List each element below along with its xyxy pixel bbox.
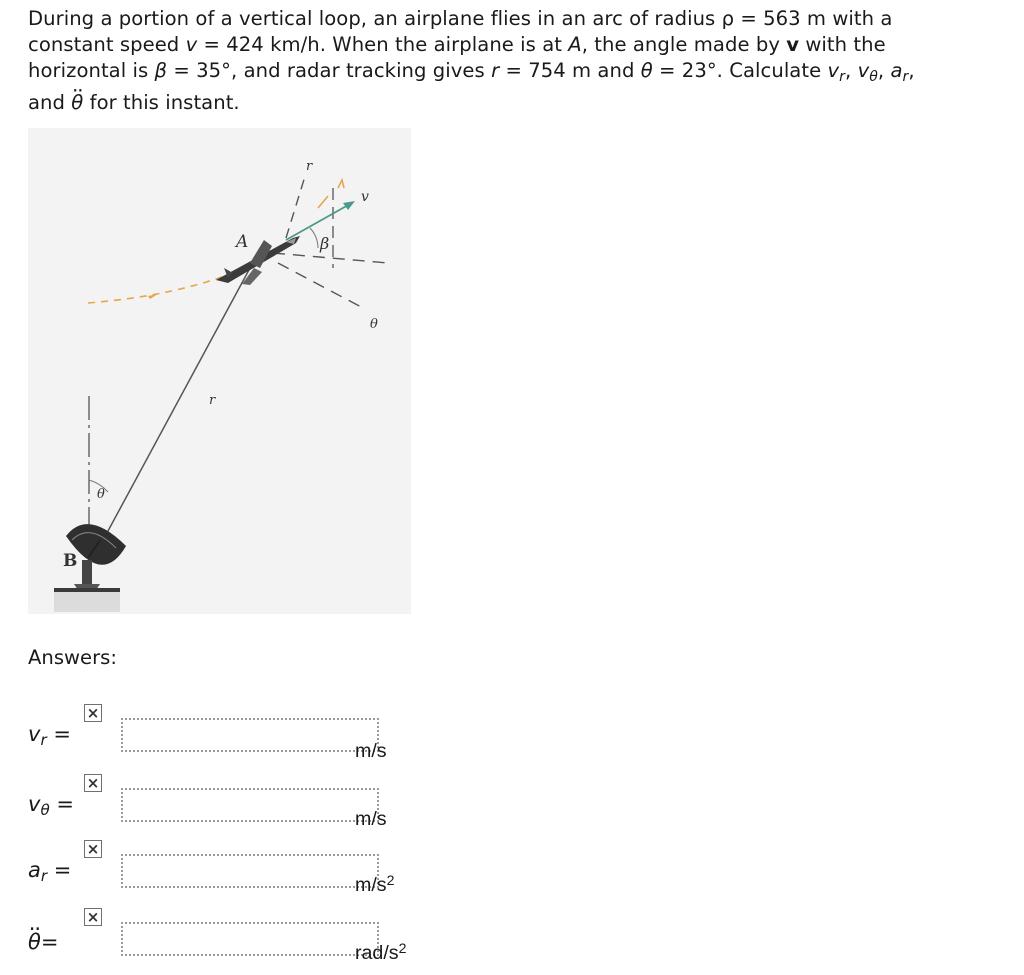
flight-path-dashed (88, 273, 233, 303)
beta-arc (310, 228, 318, 248)
label-beta: β (320, 234, 330, 253)
symbol-v-vector: v (786, 33, 800, 56)
problem-text: for this instant. (83, 91, 240, 114)
answer-label-theta-ddot: θ ··= (28, 930, 58, 954)
r-direction-dashed (286, 173, 306, 238)
answer-unit-ar: $m/s^2$ (355, 871, 395, 896)
symbol-r: r (491, 59, 500, 82)
answer-label-vtheta: $v_\theta$ = (28, 792, 74, 820)
symbol-theta: θ (640, 59, 653, 82)
airplane-icon (216, 232, 300, 285)
answer-label-ar: $a_r$ = (28, 858, 72, 886)
velocity-marker (318, 196, 328, 208)
symbol-beta: β (154, 59, 168, 82)
label-r-mid: r (209, 393, 216, 408)
problem-text: = 754 m and (499, 59, 641, 82)
label-theta-top: θ (370, 317, 378, 332)
problem-figure (28, 128, 411, 614)
horizontal-reference-line (273, 253, 388, 263)
answer-row-vtheta (28, 772, 448, 832)
airplane-radar-diagram (28, 128, 411, 614)
label-A: A (236, 232, 249, 252)
answer-input-ar[interactable] (121, 854, 379, 888)
problem-text: constant speed (28, 33, 186, 56)
velocity-arrowhead (343, 201, 355, 210)
problem-line-3 (28, 58, 1003, 84)
symbol-v: v (185, 33, 198, 56)
x-icon: × (84, 840, 102, 858)
answer-unit-theta-ddot: rad/$s^2$ (355, 939, 407, 964)
r-unit-marker (338, 180, 344, 188)
answer-row-theta-ddot (28, 906, 448, 966)
problem-text: = 35°, and radar tracking gives (167, 59, 492, 82)
velocity-arrow-line (286, 204, 350, 240)
answer-unit-vr: m/s (355, 740, 387, 762)
answer-row-vr (28, 702, 448, 762)
answer-input-theta-ddot[interactable] (121, 922, 379, 956)
label-r-top: r (306, 159, 313, 174)
target-vtheta: $v_\theta$, (857, 59, 891, 85)
problem-text: = 23°. Calculate (652, 59, 828, 82)
target-ar: $a_r$, (890, 59, 915, 85)
problem-line-4 (28, 90, 1003, 120)
problem-text: During a portion of a vertical loop, an airplane flies in an arc of radius ρ = 563 m with a (28, 7, 893, 30)
x-icon: × (84, 908, 102, 926)
answer-input-vr[interactable] (121, 718, 379, 752)
problem-text: and (28, 91, 72, 114)
answer-input-vtheta[interactable] (121, 788, 379, 822)
label-theta-bottom: θ (97, 487, 105, 502)
x-icon: × (84, 704, 102, 722)
problem-text: with the (799, 33, 886, 56)
answer-label-vr: $v_r$ = (28, 722, 71, 750)
x-icon: × (84, 774, 102, 792)
radial-line-r (88, 268, 250, 568)
target-vr: $v_r$, (827, 59, 858, 85)
answers-title: Answers: (28, 646, 117, 669)
label-B: B (63, 551, 78, 571)
theta-direction-dashed (278, 263, 363, 308)
answer-row-ar (28, 838, 448, 898)
problem-statement (28, 6, 1003, 120)
label-v: v (361, 189, 369, 205)
symbol-theta-ddot: θ ·· (71, 90, 83, 116)
symbol-A: A (568, 33, 582, 56)
problem-text: = 424 km/h. When the airplane is at (197, 33, 569, 56)
answer-unit-vtheta: m/s (355, 808, 387, 830)
problem-line-1 (28, 6, 1003, 32)
problem-text: , the angle made by (581, 33, 787, 56)
problem-line-2 (28, 32, 1003, 58)
problem-text: horizontal is (28, 59, 155, 82)
